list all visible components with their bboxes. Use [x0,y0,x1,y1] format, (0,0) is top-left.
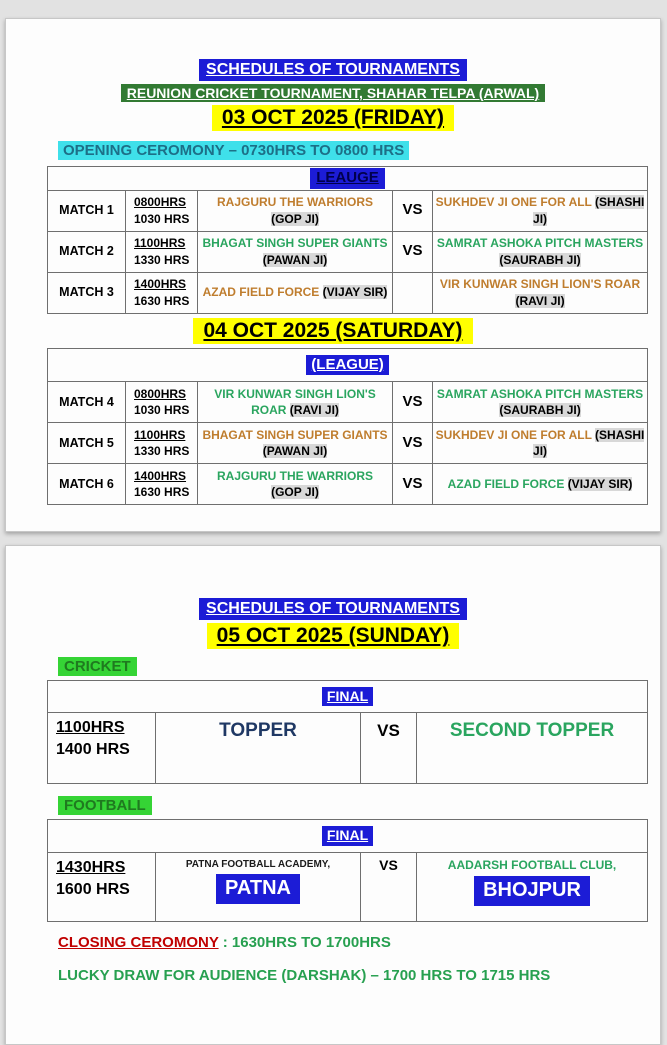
captain-name: (SHASHI JI) [533,195,645,226]
table-header-row [48,167,648,191]
match-times [126,382,198,423]
opening-ceremony-note: OPENING CEROMONY – 0730HRS TO 0800 HRS [58,141,409,160]
date-heading-sunday-row [6,623,660,649]
vs-label: VS [393,382,433,423]
final-end-time: 1400 HRS [56,741,130,759]
match-start-time: 1100HRS [134,427,186,442]
captain-name: (VIJAY SIR) [322,285,388,300]
tournament-subtitle: REUNION CRICKET TOURNAMENT, SHAHAR TELPA (ARWAL) [121,84,545,102]
football-final-team1 [156,852,361,921]
match-team-home [198,382,393,423]
football-team1-name: PATNA FOOTBALL ACADEMY, [185,858,331,870]
tournament-subtitle-row [6,84,660,102]
league-table-day1 [47,166,648,314]
cricket-final-team1: TOPPER [156,713,361,784]
league-header-label: LEAUGE [310,168,385,189]
final-header-cell [48,820,648,852]
table-header-cell [48,167,648,191]
match-label: MATCH 2 [48,231,126,272]
vs-label [393,272,433,313]
captain-name: (SAURABH JI) [499,252,581,267]
match-team-away [433,464,648,505]
football-section-row [58,796,660,815]
match-end-time: 1030 HRS [134,211,190,226]
match-end-time: 1030 HRS [134,403,190,418]
football-team2-name: AADARSH FOOTBALL CLUB, [447,857,617,872]
vs-label: VS [393,423,433,464]
table-header-row [48,348,648,382]
match-team-home [198,231,393,272]
team-name: SAMRAT ASHOKA PITCH MASTERS [436,386,644,401]
page-title-row [6,59,660,81]
match-end-time: 1630 HRS [134,485,190,500]
match-times [126,190,198,231]
date-heading-saturday-row [6,318,660,344]
team-name: VIR KUNWAR SINGH LION'S ROAR [214,386,376,418]
match-times [126,423,198,464]
match-label: MATCH 5 [48,423,126,464]
cricket-label: CRICKET [58,657,137,676]
date-heading-friday-row [6,105,660,131]
football-final-row [48,852,648,921]
match-row [48,423,648,464]
closing-ceremony-label: CLOSING CEROMONY [58,933,219,951]
schedule-page-1 [5,18,661,532]
match-times [126,464,198,505]
team-name: SUKHDEV JI ONE FOR ALL [435,427,592,442]
match-end-time: 1330 HRS [134,252,190,267]
match-start-time: 0800HRS [134,195,187,210]
closing-ceremony-time: : 1630HRS TO 1700HRS [218,933,391,951]
captain-name: (GOP JI) [271,211,319,226]
final-start-time: 1100HRS [56,719,125,737]
match-row [48,190,648,231]
match-times [126,272,198,313]
vs-label: VS [361,852,417,921]
team-name: AZAD FIELD FORCE [202,285,320,300]
team-name: RAJGURU THE WARRIORS [216,195,373,210]
match-label: MATCH 3 [48,272,126,313]
vs-label: VS [393,190,433,231]
final-header-row [48,681,648,713]
final-header-label: FINAL [322,826,373,845]
cricket-final-team2: SECOND TOPPER [417,713,648,784]
captain-name: (VIJAY SIR) [567,477,633,492]
page-title: SCHEDULES OF TOURNAMENTS [199,598,467,620]
final-header-cell [48,681,648,713]
football-team2-place: BHOJPUR [474,876,590,906]
match-label: MATCH 1 [48,190,126,231]
match-row [48,382,648,423]
match-label: MATCH 6 [48,464,126,505]
date-heading-friday: 03 OCT 2025 (FRIDAY) [212,105,454,131]
page-title: SCHEDULES OF TOURNAMENTS [199,59,467,81]
lucky-draw-note: LUCKY DRAW FOR AUDIENCE (DARSHAK) – 1700 HRS TO 1715 HRS [58,966,551,984]
captain-name: (GOP JI) [271,485,319,500]
football-final-table [47,819,648,921]
final-times [48,713,156,784]
football-label: FOOTBALL [58,796,152,815]
date-heading-saturday: 04 OCT 2025 (SATURDAY) [193,318,472,344]
table-header-cell [48,348,648,382]
captain-name: (RAVI JI) [515,293,565,308]
cricket-final-row [48,713,648,784]
team-name: BHAGAT SINGH SUPER GIANTS [202,427,388,442]
captain-name: (RAVI JI) [289,403,339,418]
match-team-away [433,231,648,272]
league-table-day2 [47,348,648,506]
final-end-time: 1600 HRS [56,880,130,898]
cricket-section-row [58,657,660,676]
match-row [48,272,648,313]
match-team-home [198,190,393,231]
match-team-home [198,464,393,505]
match-row [48,464,648,505]
team-name: SUKHDEV JI ONE FOR ALL [435,195,592,210]
team-name: BHAGAT SINGH SUPER GIANTS [202,236,388,251]
cricket-final-table [47,680,648,784]
final-start-time: 1430HRS [56,858,126,876]
match-team-home [198,272,393,313]
vs-label: VS [393,231,433,272]
team-name: SAMRAT ASHOKA PITCH MASTERS [436,236,644,251]
vs-label: VS [361,713,417,784]
final-times [48,852,156,921]
match-start-time: 1400HRS [134,277,187,292]
captain-name: (SAURABH JI) [499,403,581,418]
match-team-away [433,382,648,423]
page-title-row [6,598,660,620]
match-start-time: 1400HRS [134,468,187,483]
schedule-page-2 [5,545,661,1045]
match-start-time: 1100HRS [134,236,186,251]
vs-label: VS [393,464,433,505]
final-header-row [48,820,648,852]
team-name: AZAD FIELD FORCE [447,477,565,492]
match-team-away [433,423,648,464]
date-heading-sunday: 05 OCT 2025 (SUNDAY) [207,623,460,649]
match-team-home [198,423,393,464]
match-times [126,231,198,272]
captain-name: (PAWAN JI) [262,444,328,459]
team-name: VIR KUNWAR SINGH LION'S ROAR [439,277,641,292]
closing-ceremony-row [58,934,660,951]
match-team-away [433,190,648,231]
opening-ceremony-row [58,141,660,160]
match-end-time: 1330 HRS [134,444,190,459]
league-header-label: (LEAGUE) [306,355,389,376]
team-name: RAJGURU THE WARRIORS [216,468,373,483]
match-team-away [433,272,648,313]
football-team1-place: PATNA [216,874,300,904]
match-row [48,231,648,272]
captain-name: (SHASHI JI) [533,427,645,459]
match-label: MATCH 4 [48,382,126,423]
captain-name: (PAWAN JI) [262,252,328,267]
football-final-team2 [417,852,648,921]
final-header-label: FINAL [322,687,373,706]
match-end-time: 1630 HRS [134,293,190,308]
match-start-time: 0800HRS [134,386,187,401]
